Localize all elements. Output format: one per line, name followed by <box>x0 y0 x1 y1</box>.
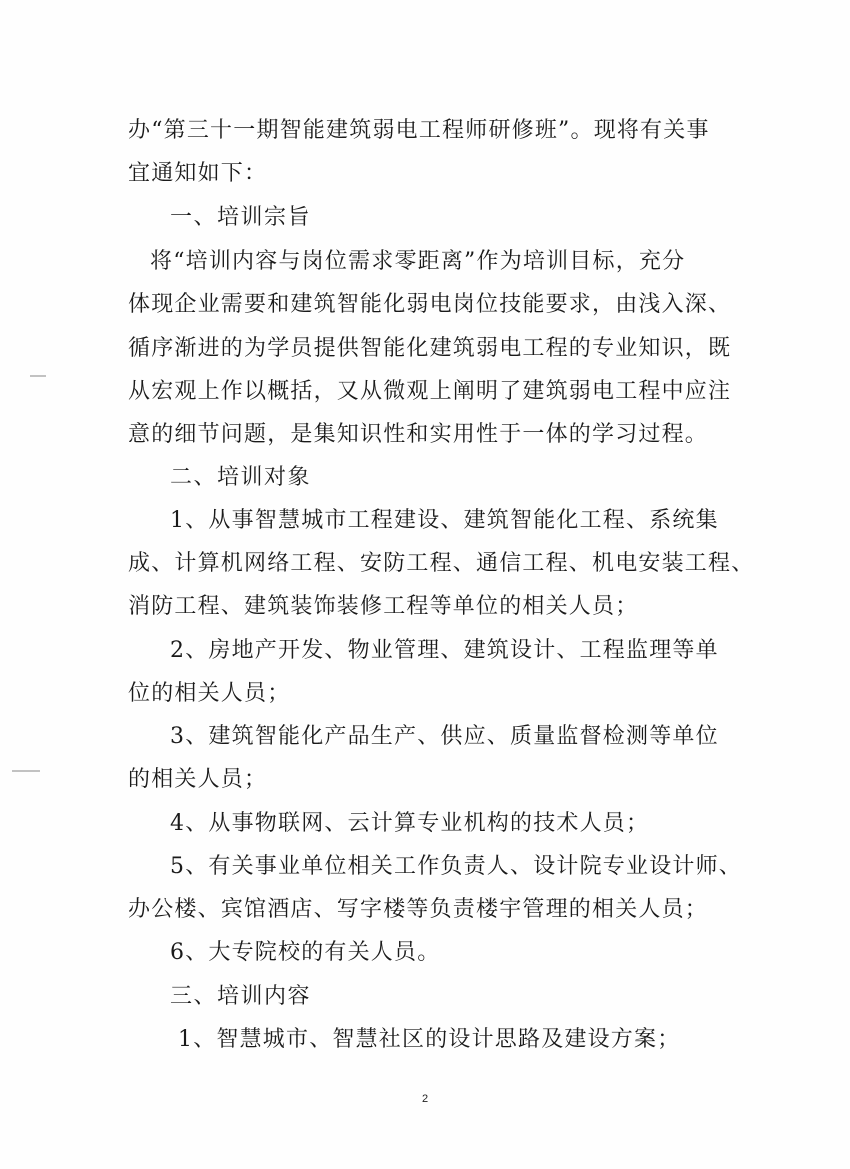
paragraph-line: 办“第三十一期智能建筑弱电工程师研修班”。现将有关事 <box>128 118 710 143</box>
list-item-continuation: 成、计算机网络工程、安防工程、通信工程、机电安装工程、 <box>128 551 755 576</box>
list-item: 3、建筑智能化产品生产、供应、质量监督检测等单位 <box>170 724 719 749</box>
list-item: 2、房地产开发、物业管理、建筑设计、工程监理等单 <box>170 638 719 663</box>
section-heading-content: 三、培训内容 <box>170 984 312 1009</box>
section-heading-purpose: 一、培训宗旨 <box>170 205 312 230</box>
paragraph-line: 宜通知如下： <box>128 161 268 186</box>
list-item-continuation: 位的相关人员； <box>128 681 291 706</box>
scan-mark <box>30 375 46 377</box>
paragraph-line: 体现企业需要和建筑智能化弱电岗位技能要求，由浅入深、 <box>128 292 732 317</box>
page-number: 2 <box>421 1093 429 1105</box>
section-heading-audience: 二、培训对象 <box>170 465 312 490</box>
list-item: 6、大专院校的有关人员。 <box>170 940 441 965</box>
paragraph-line: 循序渐进的为学员提供智能化建筑弱电工程的专业知识，既 <box>128 336 732 361</box>
list-item-continuation: 的相关人员； <box>128 767 268 792</box>
paragraph-line: 意的细节问题，是集知识性和实用性于一体的学习过程。 <box>128 422 709 447</box>
list-item: 1、从事智慧城市工程建设、建筑智能化工程、系统集 <box>170 508 719 533</box>
list-item: 4、从事物联网、云计算专业机构的技术人员； <box>170 811 650 836</box>
scan-mark <box>12 770 40 772</box>
paragraph-line: 从宏观上作以概括，又从微观上阐明了建筑弱电工程中应注 <box>128 379 732 404</box>
paragraph-line: 将“培训内容与岗位需求零距离”作为培训目标，充分 <box>150 249 686 274</box>
list-item: 1、智慧城市、智慧社区的设计思路及建设方案； <box>178 1027 681 1052</box>
list-item: 5、有关事业单位相关工作负责人、设计院专业设计师、 <box>170 854 742 879</box>
list-item-continuation: 消防工程、建筑装饰装修工程等单位的相关人员； <box>128 594 639 619</box>
list-item-continuation: 办公楼、宾馆酒店、写字楼等负责楼宇管理的相关人员； <box>128 897 709 922</box>
